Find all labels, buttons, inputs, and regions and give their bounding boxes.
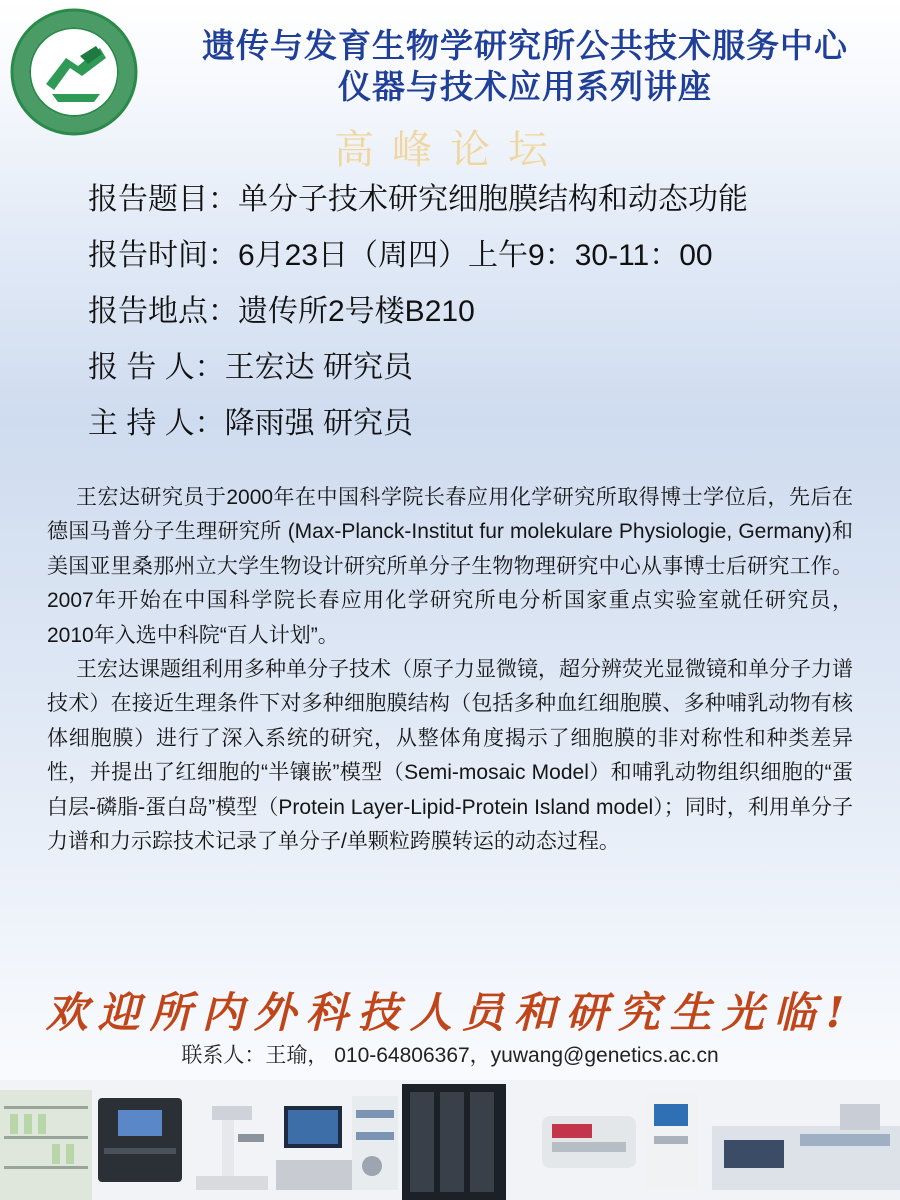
info-row-speaker — [88, 348, 748, 404]
bio-paragraph: 王宏达课题组利用多种单分子技术（原子力显微镜，超分辨荧光显微镜和单分子力谱技术）在接近生理条件下对多种细胞膜结构（包括多种血红细胞膜、多种哺乳动物有核体细胞膜）进行了深入系统的研究，从整体角度揭示了细胞膜的非对称性和种类差异性，并提出了红细胞的“半镶嵌”模型（Semi-mosaic Model）和哺乳动物组织细胞的“蛋白层-磷脂-蛋白岛”模型（Protein Layer-Lipid-Protein Island model）；同时，利用单分子力谱和力示踪技术记录了单分子/单颗粒跨膜转运的动态过程。 — [47, 658, 853, 854]
info-row-topic — [88, 180, 748, 236]
info-row-host — [88, 404, 748, 460]
info-label: 报 告 人： — [88, 351, 225, 384]
welcome-banner: 欢迎所内外科技人员和研究生光临! — [45, 988, 855, 1037]
info-label: 报告时间： — [88, 239, 238, 272]
server-rack-image — [402, 1084, 506, 1200]
bio-paragraph: 王宏达研究员于2000年在中国科学院长春应用化学研究所取得博士学位后，先后在德国马普分子生理研究所 (Max-Planck-Institut fur molekulare Physiologie, Germany)和美国亚里桑那州立大学生物设计研究所单分子生物物理研究中心从事博士后研究工作。2007年开始在中国科学院长春应用化学研究所电分析国家重点实验室就任研究员，2010年入选中科院“百人计划”。 — [47, 486, 853, 647]
analyzer-image — [644, 1094, 698, 1190]
equipment-photo-strip — [0, 1080, 900, 1200]
info-row-time — [88, 236, 748, 292]
info-value: 遗传所2号楼B210 — [238, 295, 475, 328]
chromatography-image — [352, 1096, 398, 1190]
info-value: 6月23日（周四）上午9：30-11：00 — [238, 239, 713, 272]
lecture-info — [88, 180, 748, 460]
info-label: 主 持 人： — [88, 407, 225, 440]
plate-reader-image — [542, 1116, 636, 1168]
page-title-line2: 仪器与技术应用系列讲座 — [338, 67, 712, 106]
info-value: 降雨强 研究员 — [224, 407, 414, 440]
sequencer-image — [98, 1098, 182, 1182]
forum-title: 高峰论坛 — [334, 127, 566, 173]
page-title-line1: 遗传与发育生物学研究所公共技术服务中心 — [202, 26, 848, 65]
info-value: 单分子技术研究细胞膜结构和动态功能 — [238, 183, 748, 216]
info-value: 王宏达 研究员 — [224, 351, 414, 384]
speaker-bio — [47, 481, 853, 859]
lab-rack-image — [0, 1090, 92, 1200]
info-label: 报告题目： — [88, 183, 238, 216]
info-row-location — [88, 292, 748, 348]
info-label: 报告地点： — [88, 295, 238, 328]
contact-info: 联系人：王瑜， 010-64806367，yuwang@genetics.ac.cn — [181, 1044, 719, 1067]
